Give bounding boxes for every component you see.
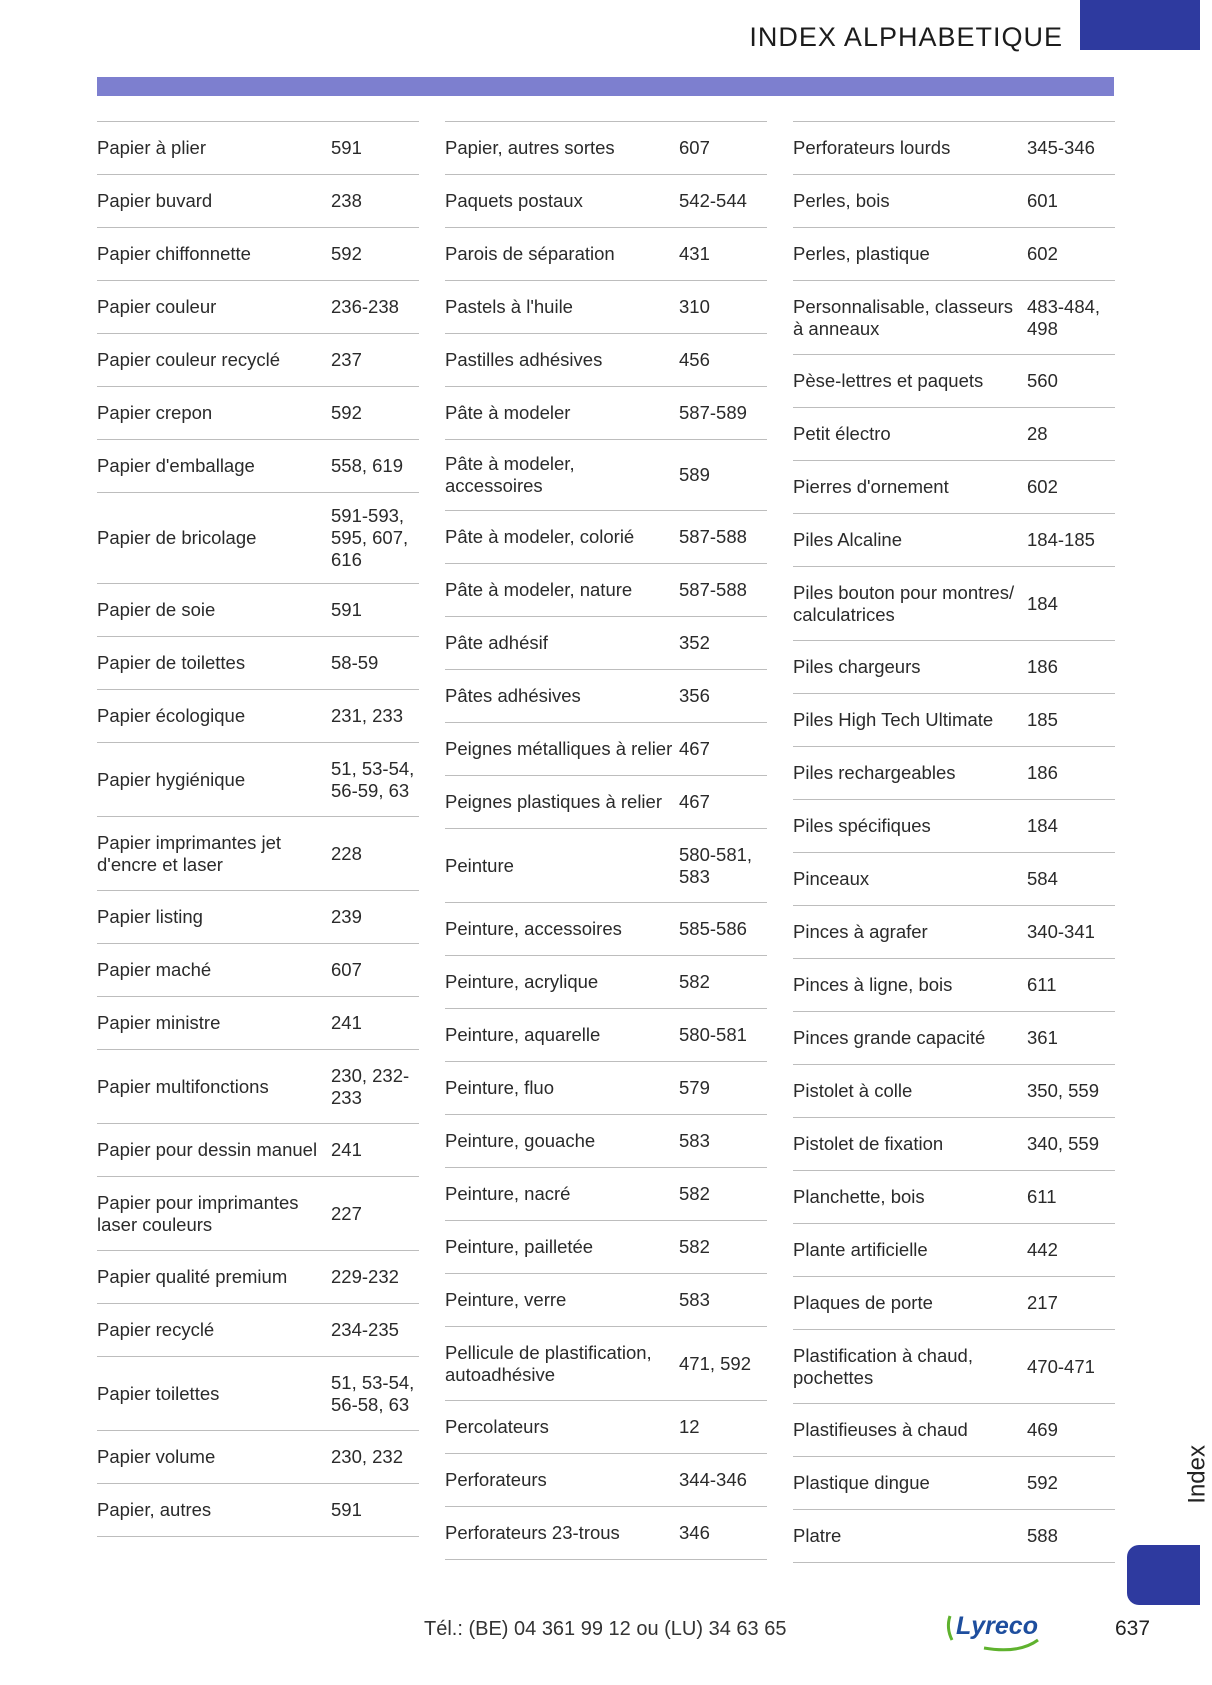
index-pages: 239 (331, 906, 362, 927)
index-term: Paquets postaux (445, 190, 583, 211)
index-term: Platre (793, 1525, 842, 1546)
index-pages: 234-235 (331, 1319, 399, 1340)
index-entry (97, 1250, 419, 1303)
index-pages: 582 (679, 971, 710, 992)
index-pages: 51, 53-54, 56-58, 63 (331, 1371, 415, 1415)
index-term: Perles, bois (793, 190, 890, 211)
index-pages: 542-544 (679, 190, 747, 211)
index-term: Pâte adhésif (445, 632, 548, 653)
index-term: Peinture, aquarelle (445, 1024, 601, 1045)
index-term: Papier imprimantes jet d'encre et laser (97, 831, 282, 875)
index-pages: 345-346 (1027, 137, 1095, 158)
index-term: Piles spécifiques (793, 815, 931, 836)
index-term: Pâte à modeler, nature (445, 579, 633, 600)
index-term: Papier, autres sortes (445, 137, 615, 158)
index-term: Peinture (445, 854, 514, 876)
index-pages: 228 (331, 842, 362, 864)
index-pages: 456 (679, 349, 710, 370)
index-entry (97, 1483, 419, 1537)
index-pages: 230, 232-233 (331, 1064, 410, 1108)
index-pages: 470-471 (1027, 1355, 1095, 1377)
index-entry (445, 121, 767, 174)
index-term: Pastilles adhésives (445, 349, 603, 370)
index-entry (445, 775, 767, 828)
index-term: Papier couleur (97, 296, 217, 317)
index-term: Papier de toilettes (97, 652, 246, 673)
index-pages: 229-232 (331, 1266, 399, 1287)
index-pages: 611 (1027, 974, 1057, 995)
index-pages: 558, 619 (331, 455, 404, 476)
index-term: Papier d'emballage (97, 455, 255, 476)
index-entry (445, 333, 767, 386)
index-pages: 587-589 (679, 402, 747, 423)
index-term: Pèse-lettres et paquets (793, 370, 984, 391)
index-term: Pâte à modeler, accessoires (445, 453, 575, 496)
index-entry (445, 1220, 767, 1273)
index-entry (793, 1329, 1115, 1403)
index-term: Papier maché (97, 959, 212, 980)
index-pages: 592 (331, 243, 362, 264)
index-term: Peinture, fluo (445, 1077, 555, 1098)
index-term: Plastifieuses à chaud (793, 1419, 968, 1440)
index-pages: 350, 559 (1027, 1080, 1100, 1101)
index-pages: 585-586 (679, 918, 747, 939)
index-term: Plante artificielle (793, 1239, 928, 1260)
index-pages: 602 (1027, 476, 1058, 497)
index-side-tab[interactable] (1127, 1545, 1200, 1605)
index-entry (97, 121, 419, 174)
index-pages: 483-484, 498 (1027, 295, 1101, 339)
index-entry (793, 566, 1115, 640)
index-pages: 471, 592 (679, 1352, 752, 1374)
index-entry (793, 1403, 1115, 1456)
index-term: Personnalisable, classeurs à anneaux (793, 295, 1014, 339)
index-pages: 184-185 (1027, 529, 1095, 550)
index-entry (97, 333, 419, 386)
index-pages: 431 (679, 243, 710, 264)
index-term: Pinces grande capacité (793, 1027, 986, 1048)
index-entry (793, 1011, 1115, 1064)
index-pages: 587-588 (679, 579, 747, 600)
index-entry (445, 616, 767, 669)
index-pages: 442 (1027, 1239, 1058, 1260)
index-term: Petit électro (793, 423, 891, 444)
index-entry (445, 1400, 767, 1453)
index-pages: 237 (331, 349, 362, 370)
index-term: Papier hygiénique (97, 768, 246, 790)
index-entry (97, 583, 419, 636)
index-pages: 310 (679, 296, 710, 317)
index-pages: 467 (679, 738, 710, 759)
index-entry (445, 510, 767, 563)
index-entry (97, 1176, 419, 1250)
index-entry (445, 902, 767, 955)
index-term: Peinture, nacré (445, 1183, 571, 1204)
index-entry (97, 1123, 419, 1176)
index-entry (97, 890, 419, 943)
index-entry (793, 1509, 1115, 1563)
index-entry (445, 1061, 767, 1114)
index-entry (445, 1506, 767, 1560)
index-entry (445, 1453, 767, 1506)
index-pages: 58-59 (331, 652, 379, 673)
index-pages: 591 (331, 1499, 362, 1520)
index-entry (445, 1008, 767, 1061)
index-term: Peinture, acrylique (445, 971, 599, 992)
index-entry (445, 439, 767, 510)
index-entry (97, 1356, 419, 1430)
index-entry (97, 816, 419, 890)
index-pages: 579 (679, 1077, 710, 1098)
index-pages: 592 (331, 402, 362, 423)
index-pages: 230, 232 (331, 1446, 404, 1467)
index-term: Piles chargeurs (793, 656, 921, 677)
index-term: Papier de soie (97, 599, 216, 620)
index-entry (97, 943, 419, 996)
index-pages: 217 (1027, 1292, 1058, 1313)
index-entry (793, 354, 1115, 407)
index-pages: 231, 233 (331, 705, 404, 726)
page-number: 637 (1115, 1617, 1151, 1640)
index-pages: 186 (1027, 656, 1058, 677)
index-entry (97, 227, 419, 280)
index-term: Papier recyclé (97, 1319, 215, 1340)
index-pages: 346 (679, 1522, 710, 1543)
index-column-3 (793, 121, 1115, 1563)
index-pages: 356 (679, 685, 710, 706)
index-entry (793, 1117, 1115, 1170)
index-entry (793, 640, 1115, 693)
index-term: Peinture, pailletée (445, 1236, 594, 1257)
index-term: Pistolet de fixation (793, 1133, 944, 1154)
index-entry (445, 280, 767, 333)
index-term: Pastels à l'huile (445, 296, 573, 317)
index-term: Pâte à modeler, colorié (445, 526, 635, 547)
index-entry (445, 828, 767, 902)
index-term: Pinces à agrafer (793, 921, 928, 942)
index-entry (445, 227, 767, 280)
index-pages: 352 (679, 632, 710, 653)
index-pages: 592 (1027, 1472, 1058, 1493)
index-term: Papier, autres (97, 1499, 212, 1520)
index-entry (793, 1456, 1115, 1509)
index-entry (445, 174, 767, 227)
index-entry (793, 1064, 1115, 1117)
index-term: Pâtes adhésives (445, 685, 581, 706)
index-entry (97, 1430, 419, 1483)
index-entry (793, 174, 1115, 227)
index-entry (97, 1303, 419, 1356)
index-term: Papier couleur recyclé (97, 349, 281, 370)
index-pages: 241 (331, 1012, 362, 1033)
index-entry (793, 799, 1115, 852)
index-term: Papier de bricolage (97, 527, 257, 548)
index-entry (793, 407, 1115, 460)
index-entry (97, 689, 419, 742)
index-entry (445, 386, 767, 439)
index-entry (97, 174, 419, 227)
index-entry (97, 636, 419, 689)
index-pages: 580-581, 583 (679, 843, 753, 887)
index-pages: 344-346 (679, 1469, 747, 1490)
index-entry (793, 460, 1115, 513)
index-term: Papier buvard (97, 190, 213, 211)
index-entry (445, 1167, 767, 1220)
index-term: Pâte à modeler (445, 402, 571, 423)
index-term: Percolateurs (445, 1416, 549, 1437)
index-term: Papier chiffonnette (97, 243, 251, 264)
index-pages: 361 (1027, 1027, 1058, 1048)
index-pages: 238 (331, 190, 362, 211)
index-term: Plastique dingue (793, 1472, 930, 1493)
index-term: Pierres d'ornement (793, 476, 949, 497)
index-entry (97, 1049, 419, 1123)
index-entry (793, 958, 1115, 1011)
index-pages: 582 (679, 1236, 710, 1257)
index-term: Piles Alcaline (793, 529, 903, 550)
index-pages: 602 (1027, 243, 1058, 264)
index-term: Perforateurs (445, 1469, 547, 1490)
index-pages: 591-593, 595, 607, 616 (331, 505, 409, 570)
index-entry (97, 742, 419, 816)
index-entry (793, 852, 1115, 905)
index-entry (445, 955, 767, 1008)
index-pages: 611 (1027, 1186, 1057, 1207)
index-term: Peinture, accessoires (445, 918, 622, 939)
index-pages: 591 (331, 137, 362, 158)
index-term: Pinces à ligne, bois (793, 974, 953, 995)
index-term: Parois de séparation (445, 243, 615, 264)
index-entry (793, 693, 1115, 746)
index-term: Perles, plastique (793, 243, 930, 264)
index-entry (793, 121, 1115, 174)
index-term: Peignes plastiques à relier (445, 791, 662, 812)
index-pages: 589 (679, 464, 710, 485)
corner-tab (1080, 0, 1200, 50)
index-term: Papier qualité premium (97, 1266, 288, 1287)
index-column-2 (445, 121, 767, 1560)
index-pages: 241 (331, 1139, 362, 1160)
index-pages: 583 (679, 1130, 710, 1151)
index-term: Perforateurs 23-trous (445, 1522, 620, 1543)
index-pages: 12 (679, 1416, 700, 1437)
index-entry (97, 386, 419, 439)
index-pages: 587-588 (679, 526, 747, 547)
index-pages: 560 (1027, 370, 1058, 391)
index-entry (793, 280, 1115, 354)
index-entry (97, 280, 419, 333)
header-bar (97, 77, 1114, 96)
index-entry (445, 669, 767, 722)
index-pages: 607 (331, 959, 362, 980)
index-term: Perforateurs lourds (793, 137, 951, 158)
index-term: Papier à plier (97, 137, 207, 158)
index-term: Plastification à chaud, pochettes (793, 1344, 973, 1388)
index-term: Piles rechargeables (793, 762, 956, 783)
footer-phone: Tél.: (BE) 04 361 99 12 ou (LU) 34 63 65 (424, 1618, 787, 1640)
index-pages: 184 (1027, 592, 1058, 614)
index-entry (97, 492, 419, 583)
logo-text: Lyreco (956, 1612, 1038, 1640)
index-entry (793, 227, 1115, 280)
index-pages: 582 (679, 1183, 710, 1204)
index-pages: 28 (1027, 423, 1048, 444)
index-entry (97, 439, 419, 492)
index-entry (793, 1223, 1115, 1276)
index-pages: 591 (331, 599, 362, 620)
index-pages: 607 (679, 137, 710, 158)
index-entry (445, 1273, 767, 1326)
lyreco-logo (944, 1610, 1044, 1650)
index-term: Papier toilettes (97, 1382, 220, 1404)
index-term: Peinture, gouache (445, 1130, 596, 1151)
index-entry (445, 722, 767, 775)
index-term: Peignes métalliques à relier (445, 738, 673, 759)
index-entry (793, 1170, 1115, 1223)
index-entry (793, 513, 1115, 566)
index-term: Papier pour dessin manuel (97, 1139, 318, 1160)
index-entry (793, 746, 1115, 799)
index-pages: 186 (1027, 762, 1058, 783)
index-term: Papier pour imprimantes laser couleurs (97, 1191, 299, 1235)
index-column-1 (97, 121, 419, 1537)
index-pages: 340, 559 (1027, 1133, 1100, 1154)
index-term: Papier ministre (97, 1012, 221, 1033)
index-entry (793, 1276, 1115, 1329)
index-pages: 588 (1027, 1525, 1058, 1546)
index-pages: 467 (679, 791, 710, 812)
index-pages: 469 (1027, 1419, 1058, 1440)
index-entry (445, 563, 767, 616)
index-term: Papier multifonctions (97, 1075, 269, 1097)
index-term: Planchette, bois (793, 1186, 925, 1207)
index-term: Papier listing (97, 906, 203, 927)
index-pages: 580-581 (679, 1024, 747, 1045)
index-pages: 584 (1027, 868, 1058, 889)
index-pages: 236-238 (331, 296, 399, 317)
index-entry (445, 1326, 767, 1400)
index-entry (445, 1114, 767, 1167)
index-pages: 184 (1027, 815, 1058, 836)
index-term: Piles High Tech Ultimate (793, 709, 994, 730)
page-title: INDEX ALPHABETIQUE (749, 22, 1063, 52)
index-pages: 51, 53-54, 56-59, 63 (331, 757, 415, 801)
index-pages: 227 (331, 1202, 362, 1224)
index-term: Pistolet à colle (793, 1080, 913, 1101)
index-term: Plaques de porte (793, 1292, 933, 1313)
index-pages: 340-341 (1027, 921, 1095, 942)
index-pages: 601 (1027, 190, 1058, 211)
index-term: Pellicule de plastification, autoadhésive (445, 1341, 652, 1385)
index-term: Pinceaux (793, 868, 870, 889)
index-term: Papier crepon (97, 402, 213, 423)
index-side-label: Index (1184, 1445, 1211, 1504)
index-term: Papier écologique (97, 705, 246, 726)
index-entry (793, 905, 1115, 958)
index-pages: 583 (679, 1289, 710, 1310)
index-term: Papier volume (97, 1446, 216, 1467)
index-term: Peinture, verre (445, 1289, 567, 1310)
index-entry (97, 996, 419, 1049)
index-term: Piles bouton pour montres/ calculatrices (793, 581, 1015, 625)
index-pages: 185 (1027, 709, 1058, 730)
